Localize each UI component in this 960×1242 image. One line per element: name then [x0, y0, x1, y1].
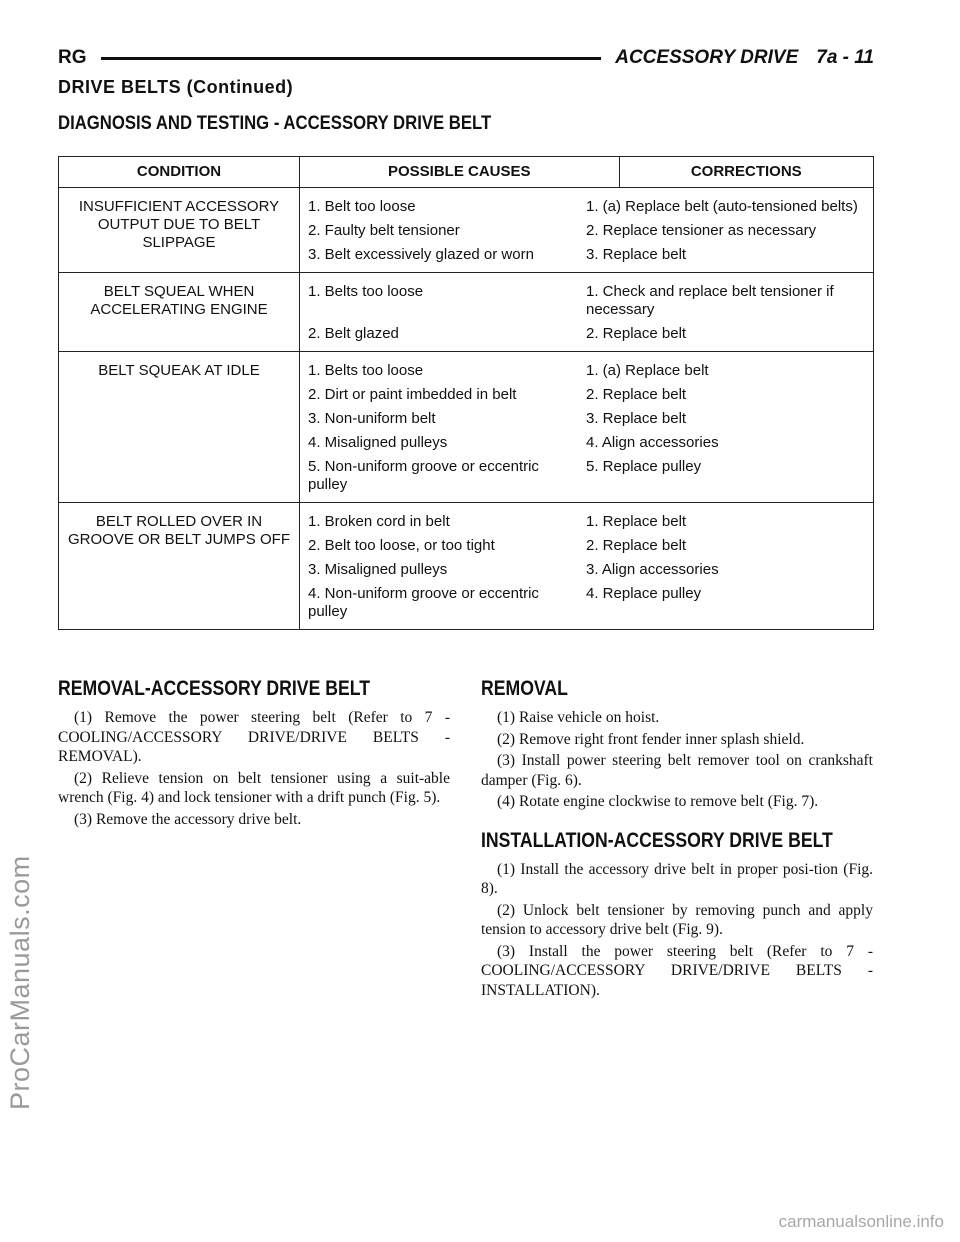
table-body: [59, 188, 874, 630]
possible-cause: 1. Belts too loose: [308, 362, 424, 379]
condition-cell: BELT ROLLED OVER IN GROOVE OR BELT JUMPS OFF: [59, 503, 300, 630]
correction: 2. Replace tensioner as necessary: [586, 222, 817, 239]
column-header-condition: CONDITION: [59, 157, 300, 188]
possible-cause: 1. Belts too loose: [308, 283, 424, 300]
correction: 1. (a) Replace belt: [586, 362, 709, 379]
correction: 2. Replace belt: [586, 386, 687, 403]
correction: 1. (a) Replace belt (auto-tensioned belts): [586, 198, 858, 215]
possible-cause: 2. Belt too loose, or too tight: [308, 537, 495, 554]
removal-drive-belt-heading: REMOVAL-ACCESSORY DRIVE BELT: [58, 677, 370, 700]
condition-cell: BELT SQUEAL WHEN ACCELERATING ENGINE: [59, 273, 300, 352]
installation-step: (2) Unlock belt tensioner by removing punch and apply tension to accessory drive belt (Fig. 9).: [481, 901, 873, 938]
cause-correction-pair: [308, 386, 865, 404]
condition-cell: INSUFFICIENT ACCESSORY OUTPUT DUE TO BELT SLIPPAGE: [59, 188, 300, 273]
installation-step: (1) Install the accessory drive belt in proper posi-tion (Fig. 8).: [481, 860, 873, 897]
installation-step: (3) Install the power steering belt (Refer to 7 - COOLING/ACCESSORY DRIVE/DRIVE BELTS - INSTALLATION).: [481, 942, 873, 999]
removal-step: (1) Raise vehicle on hoist.: [497, 709, 660, 726]
table-row: [59, 503, 874, 630]
correction: 3. Replace belt: [586, 246, 687, 263]
removal-step: (3) Install power steering belt remover tool on crankshaft damper (Fig. 6).: [481, 752, 873, 789]
correction: 5. Replace pulley: [586, 458, 702, 475]
header-vehicle-code: RG: [58, 47, 87, 68]
cause-correction-pair: [308, 246, 865, 264]
causes-corrections-cell: [300, 503, 874, 630]
table-row: [59, 188, 874, 273]
cause-correction-pair: [308, 561, 865, 579]
removal-heading: REMOVAL: [481, 677, 568, 700]
causes-corrections-cell: [300, 273, 874, 352]
possible-cause: 2. Belt glazed: [308, 325, 399, 342]
header-page-number: 7a - 11: [816, 47, 874, 68]
page-header: [58, 44, 874, 72]
possible-cause: 2. Faulty belt tensioner: [308, 222, 460, 239]
correction: 2. Replace belt: [586, 325, 687, 342]
cause-correction-pair: [308, 537, 865, 555]
causes-corrections-cell: [300, 352, 874, 503]
correction: 3. Replace belt: [586, 410, 687, 427]
possible-cause: 1. Belt too loose: [308, 198, 416, 215]
cause-correction-pair: [308, 410, 865, 428]
condition-cell: BELT SQUEAK AT IDLE: [59, 352, 300, 503]
possible-cause: 2. Dirt or paint imbedded in belt: [308, 386, 517, 403]
installation-heading: INSTALLATION-ACCESSORY DRIVE BELT: [481, 828, 833, 852]
correction: 1. Replace belt: [586, 513, 687, 530]
possible-cause: 5. Non-uniform groove or eccentric pulley: [308, 458, 539, 493]
causes-corrections-cell: [300, 188, 874, 273]
diagnosis-title: DIAGNOSIS AND TESTING - ACCESSORY DRIVE BELT: [58, 113, 492, 134]
column-header-causes: POSSIBLE CAUSES: [300, 157, 620, 188]
correction: 1. Check and replace belt tensioner if necessary: [586, 283, 834, 318]
possible-cause: 4. Non-uniform groove or eccentric pulley: [308, 585, 539, 620]
left-column: [58, 676, 450, 831]
table-row: [59, 352, 874, 503]
correction: 4. Replace pulley: [586, 585, 702, 602]
bottom-watermark: carmanualsonline.info: [778, 1212, 944, 1231]
correction: 3. Align accessories: [586, 561, 719, 578]
possible-cause: 1. Broken cord in belt: [308, 513, 450, 530]
possible-cause: 3. Belt excessively glazed or worn: [308, 246, 534, 263]
cause-correction-pair: [308, 222, 865, 240]
cause-correction-pair: [308, 283, 865, 319]
cause-correction-pair: [308, 325, 865, 343]
removal-step: (4) Rotate engine clockwise to remove belt (Fig. 7).: [497, 793, 819, 810]
cause-correction-pair: [308, 362, 865, 380]
header-rule: [101, 57, 602, 60]
cause-correction-pair: [308, 198, 865, 216]
table-row: [59, 273, 874, 352]
diagnosis-table: [58, 156, 874, 630]
possible-cause: 3. Misaligned pulleys: [308, 561, 448, 578]
correction: 2. Replace belt: [586, 537, 687, 554]
continued-heading: DRIVE BELTS (Continued): [58, 77, 294, 97]
removal-drive-belt-step: (2) Relieve tension on belt tensioner using a suit-able wrench (Fig. 4) and lock tensioner with a drift punch (Fig. 5).: [58, 769, 450, 806]
cause-correction-pair: [308, 585, 865, 621]
removal-step: (2) Remove right front fender inner splash shield.: [497, 730, 805, 748]
possible-cause: 4. Misaligned pulleys: [308, 434, 448, 451]
right-column: [481, 676, 873, 1002]
removal-drive-belt-step: (1) Remove the power steering belt (Refer to 7 - COOLING/ACCESSORY DRIVE/DRIVE BELTS - REMOVAL).: [58, 709, 450, 765]
cause-correction-pair: [308, 513, 865, 531]
removal-drive-belt-step: (3) Remove the accessory drive belt.: [74, 810, 302, 828]
table-header-row: [59, 157, 874, 188]
correction: 4. Align accessories: [586, 434, 719, 451]
cause-correction-pair: [308, 434, 865, 452]
possible-cause: 3. Non-uniform belt: [308, 410, 436, 427]
side-watermark: ProCarManuals.com: [5, 855, 35, 1110]
header-section-title: ACCESSORY DRIVE: [615, 47, 799, 68]
column-header-corrections: CORRECTIONS: [619, 157, 873, 188]
cause-correction-pair: [308, 458, 865, 494]
